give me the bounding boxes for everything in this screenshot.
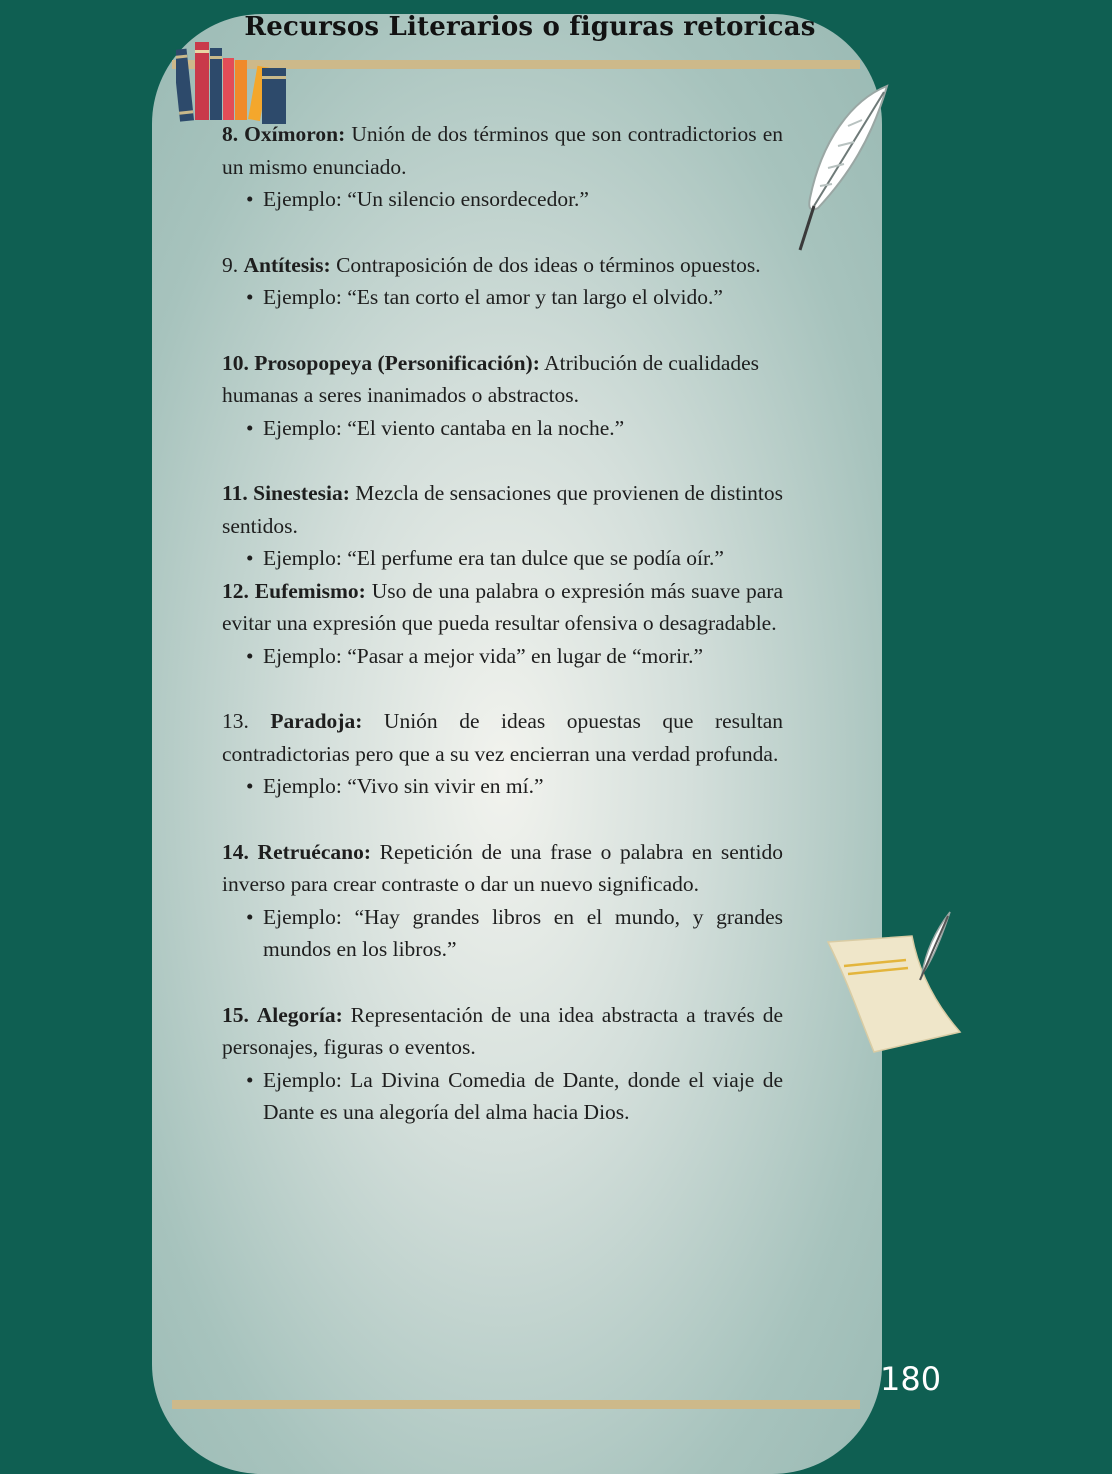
example — [222, 412, 783, 445]
definition — [222, 118, 783, 183]
example — [222, 183, 783, 216]
list-item — [222, 836, 783, 966]
term: Prosopopeya (Personificación): — [254, 350, 540, 375]
term-number: 9. — [222, 252, 239, 277]
figures-list — [222, 118, 783, 1129]
term-number: 15. — [222, 1002, 249, 1027]
example — [222, 1064, 783, 1129]
list-item — [222, 705, 783, 803]
example-text: Ejemplo: “Pasar a mejor vida” en lugar de “morir.” — [263, 643, 703, 668]
example-text: Ejemplo: “El perfume era tan dulce que se podía oír.” — [263, 546, 724, 570]
term: Antítesis: — [243, 252, 331, 277]
definition-text: Mezcla de sensaciones que provienen de distintos sentidos. — [222, 481, 784, 538]
page-number: 180 — [880, 1360, 942, 1398]
example-text: Ejemplo: “Vivo sin vivir en mí.” — [263, 774, 544, 798]
definition — [222, 836, 783, 901]
definition-text: Repetición de una frase o palabra en sentido inverso para crear contraste o dar un nuevo significado. — [222, 839, 784, 896]
example — [222, 901, 783, 966]
definition-text: Atribución de cualidades humanas a seres inanimados o abstractos. — [222, 350, 760, 407]
example — [222, 770, 783, 803]
bullet-icon: • — [246, 643, 254, 668]
definition — [222, 477, 783, 542]
definition-text: Unión de dos términos que son contradictorios en un mismo enunciado. — [222, 122, 783, 179]
bullet-icon: • — [246, 1067, 254, 1092]
example — [222, 281, 783, 314]
term: Sinestesia: — [253, 481, 350, 505]
example-text: Ejemplo: “Un silencio ensordecedor.” — [263, 187, 589, 211]
term-number: 14. — [222, 839, 249, 864]
term-number: 13. — [222, 709, 249, 733]
bullet-icon: • — [246, 904, 254, 929]
list-item — [222, 118, 783, 216]
footer-divider — [172, 1400, 860, 1409]
bullet-icon: • — [246, 285, 254, 309]
list-item — [222, 999, 783, 1129]
list-item — [222, 575, 783, 673]
page-title: Recursos Literarios o figuras retoricas — [244, 12, 816, 42]
bullet-icon: • — [246, 774, 254, 798]
term: Alegoría: — [256, 1002, 343, 1027]
example — [222, 640, 783, 673]
letter-quill-icon — [822, 908, 964, 1060]
term: Retruécano: — [257, 839, 371, 864]
definition — [222, 575, 783, 640]
example-text: Ejemplo: La Divina Comedia de Dante, donde el viaje de Dante es una alegoría del alma hacia Dios. — [263, 1067, 783, 1124]
list-item — [222, 347, 783, 445]
books-icon — [176, 30, 291, 128]
list-item — [222, 249, 783, 314]
definition — [222, 347, 783, 412]
term-number: 11. — [222, 481, 248, 505]
definition-text: Unión de ideas opuestas que resultan contradictorias pero que a su vez encierran una verdad profunda. — [222, 709, 783, 766]
example-text: Ejemplo: “El viento cantaba en la noche.” — [263, 415, 625, 440]
definition — [222, 999, 783, 1064]
bullet-icon: • — [246, 187, 254, 211]
definition — [222, 249, 783, 282]
term-number: 12. — [222, 578, 249, 603]
term: Eufemismo: — [254, 578, 366, 603]
bullet-icon: • — [246, 546, 254, 570]
term: Paradoja: — [270, 709, 363, 733]
example-text: Ejemplo: “Hay grandes libros en el mundo, y grandes mundos en los libros.” — [263, 904, 783, 961]
bullet-icon: • — [246, 415, 254, 440]
term-number: 10. — [222, 350, 249, 375]
definition-text: Uso de una palabra o expresión más suave para evitar una expresión que pueda resultar ofensiva o desagradable. — [222, 578, 784, 635]
term: Oxímoron: — [244, 122, 346, 146]
definition — [222, 705, 783, 770]
example-text: Ejemplo: “Es tan corto el amor y tan largo el olvido.” — [263, 285, 723, 309]
quill-icon — [792, 80, 897, 255]
term: 8. — [222, 122, 239, 146]
definition-text: Contraposición de dos ideas o términos opuestos. — [336, 252, 761, 277]
example — [222, 542, 783, 575]
list-item — [222, 477, 783, 575]
definition-text: Representación de una idea abstracta a través de personajes, figuras o eventos. — [222, 1002, 784, 1059]
